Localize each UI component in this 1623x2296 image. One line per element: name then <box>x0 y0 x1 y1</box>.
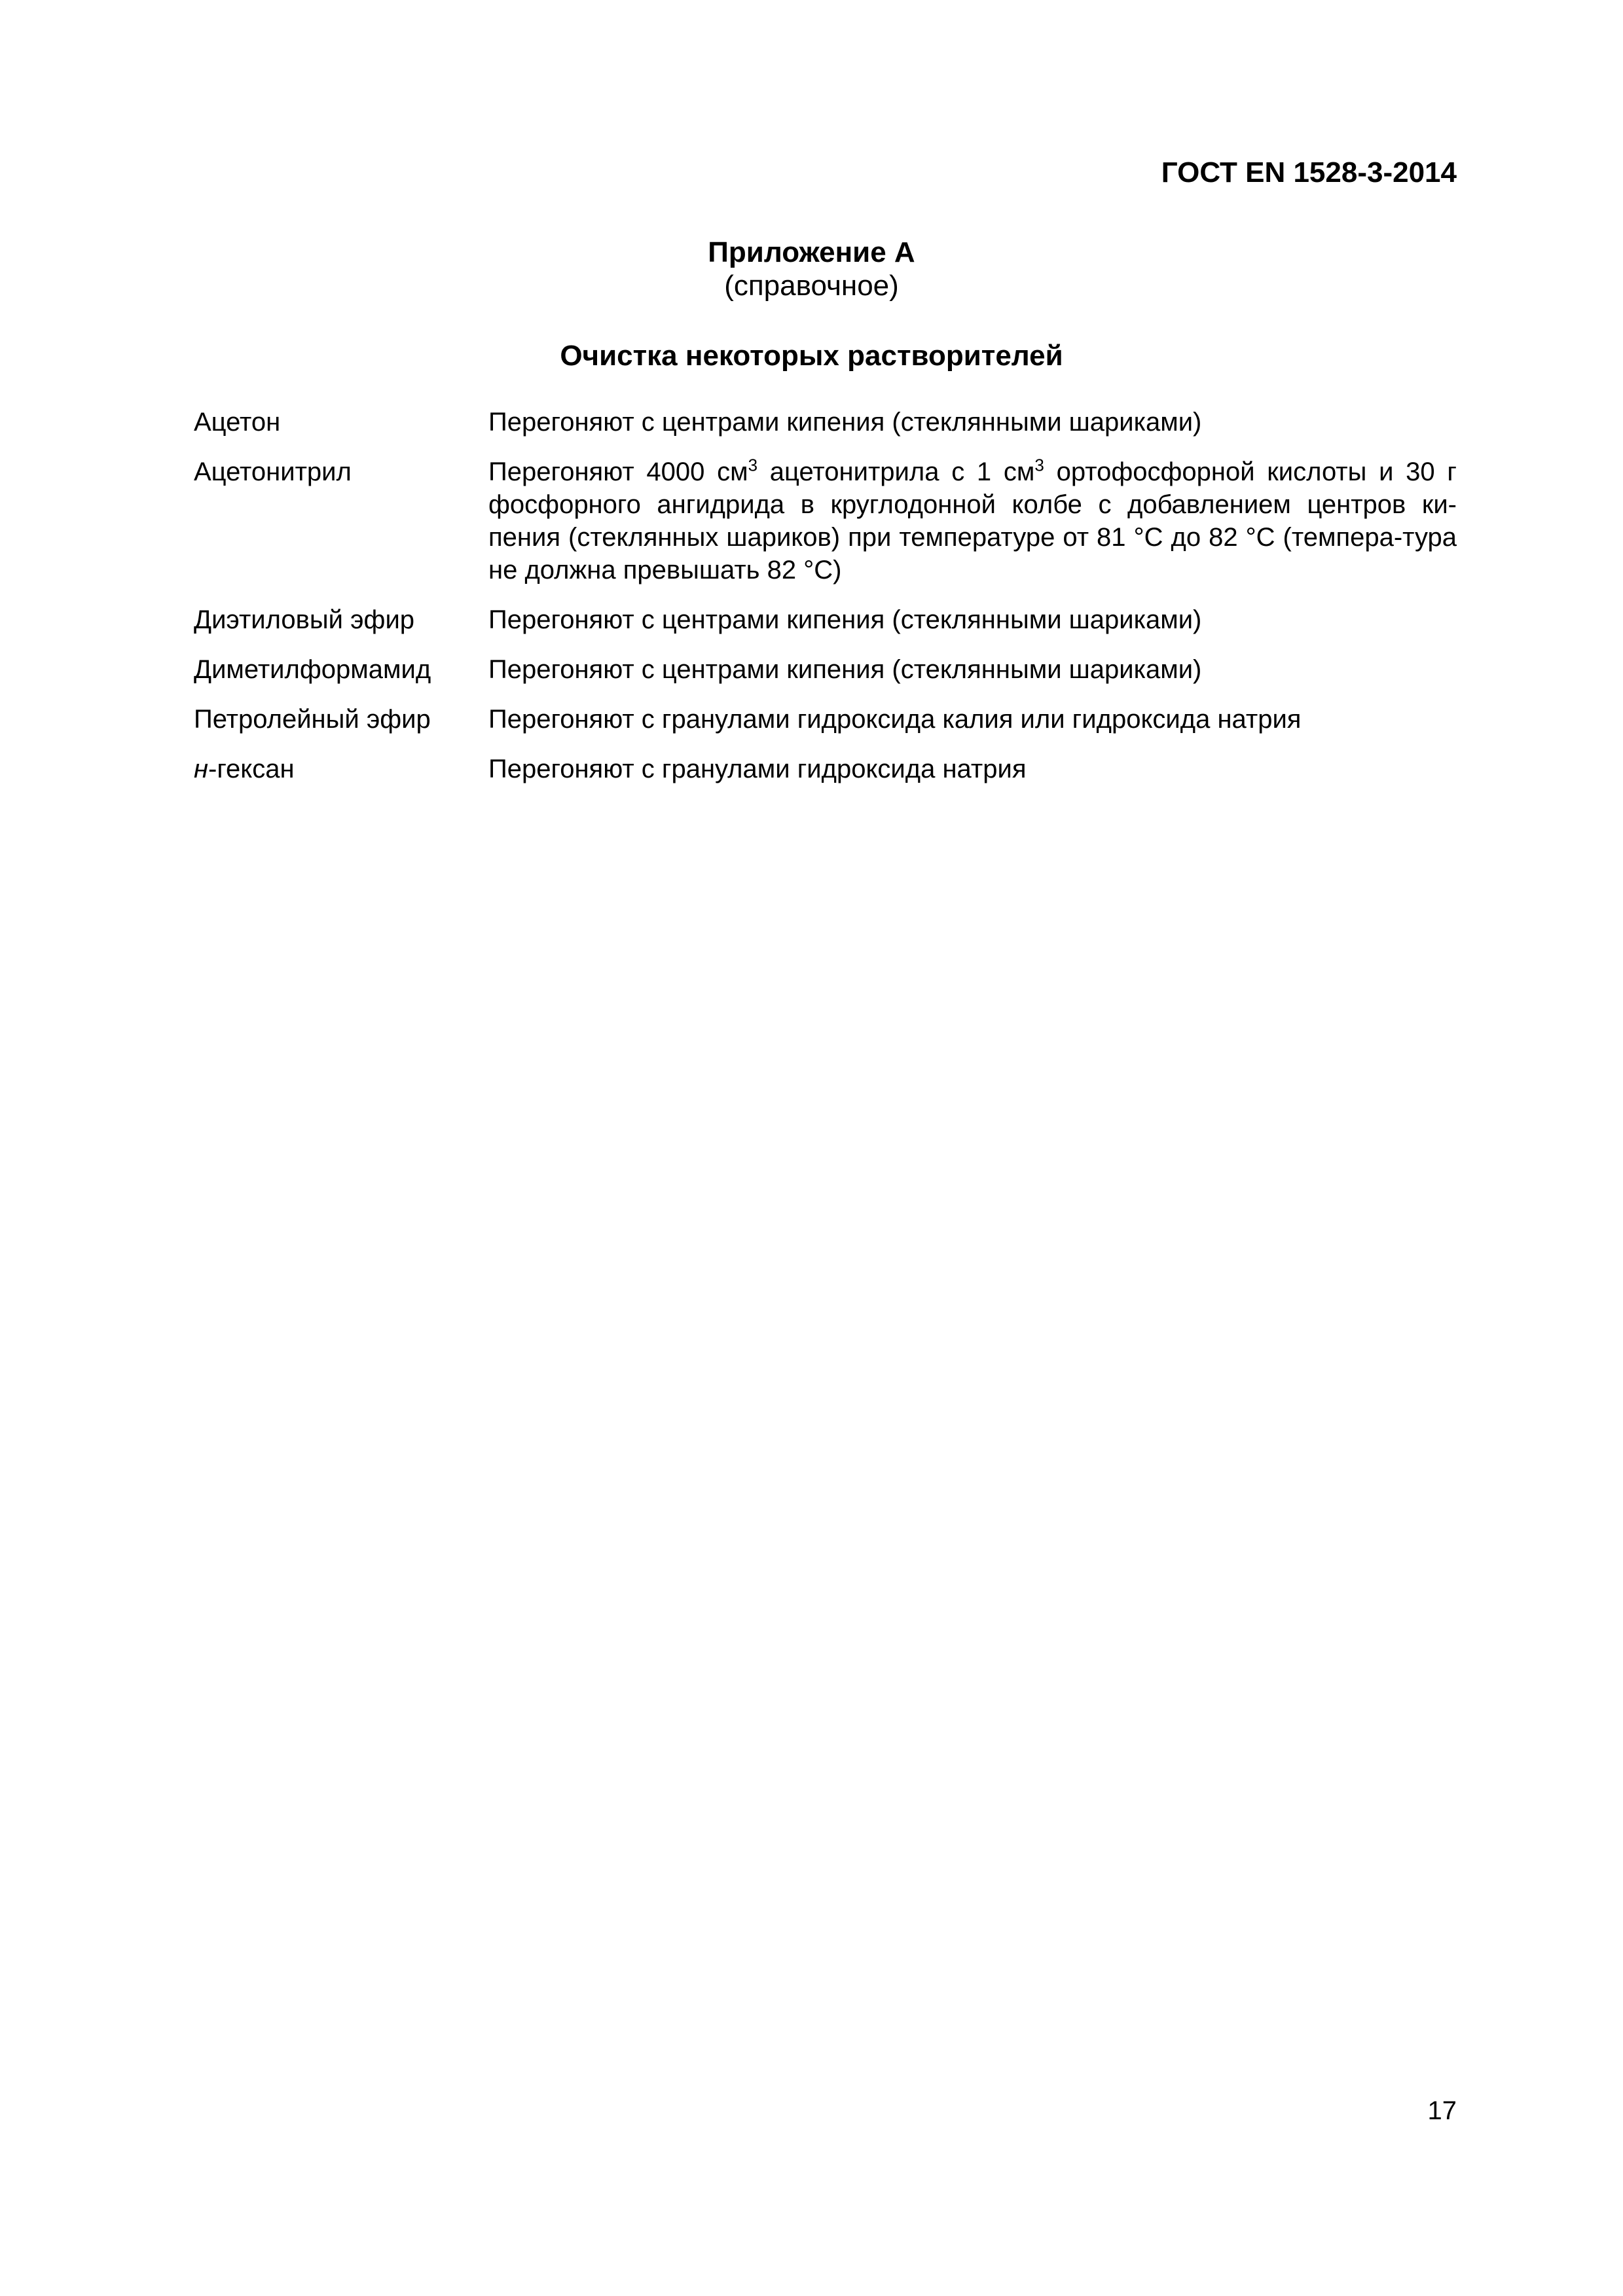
italic-prefix: н <box>194 755 209 783</box>
solvent-list <box>194 406 1457 802</box>
annex-status: (справочное) <box>724 270 899 302</box>
method-text: ортофосфорной кислоты и 30 г фосфорного ангидрида в круглодонной колбе с добавлением центров ки-пения (стеклянных шариков) при температуре от 81 °С до 82 °С (темпера-тура не должна превышать 82 °С) <box>488 457 1457 584</box>
name-suffix: -гексан <box>208 755 295 783</box>
annex-title: Приложение А <box>708 236 915 268</box>
solvent-name: Петролейный эфир <box>194 705 431 734</box>
section-title: Очистка некоторых растворителей <box>560 340 1063 372</box>
list-item <box>194 406 1457 439</box>
solvent-name: Ацетонитрил <box>194 457 352 486</box>
list-item <box>194 653 1457 686</box>
method-text: ацетонитрила с 1 см <box>757 457 1035 486</box>
list-item <box>194 753 1457 785</box>
solvent-name: Диметилформамид <box>194 655 431 684</box>
solvent-name: Диэтиловый эфир <box>194 605 415 634</box>
list-item <box>194 456 1457 586</box>
superscript: 3 <box>1034 455 1044 475</box>
solvent-name: Ацетон <box>194 408 281 437</box>
method-text: Перегоняют 4000 см <box>488 457 748 486</box>
page-number: 17 <box>1427 2096 1457 2125</box>
purification-method: Перегоняют с центрами кипения (стеклянными шариками) <box>488 605 1202 634</box>
purification-method <box>488 456 1457 586</box>
solvent-name <box>194 753 488 785</box>
purification-method: Перегоняют с центрами кипения (стеклянными шариками) <box>488 408 1202 437</box>
purification-method: Перегоняют с гранулами гидроксида натрия <box>488 755 1027 783</box>
purification-method: Перегоняют с центрами кипения (стеклянными шариками) <box>488 655 1202 684</box>
superscript: 3 <box>748 455 758 475</box>
list-item <box>194 603 1457 636</box>
purification-method: Перегоняют с гранулами гидроксида калия или гидроксида натрия <box>488 705 1302 734</box>
document-code: ГОСТ EN 1528-3-2014 <box>1161 156 1457 188</box>
list-item <box>194 703 1457 736</box>
